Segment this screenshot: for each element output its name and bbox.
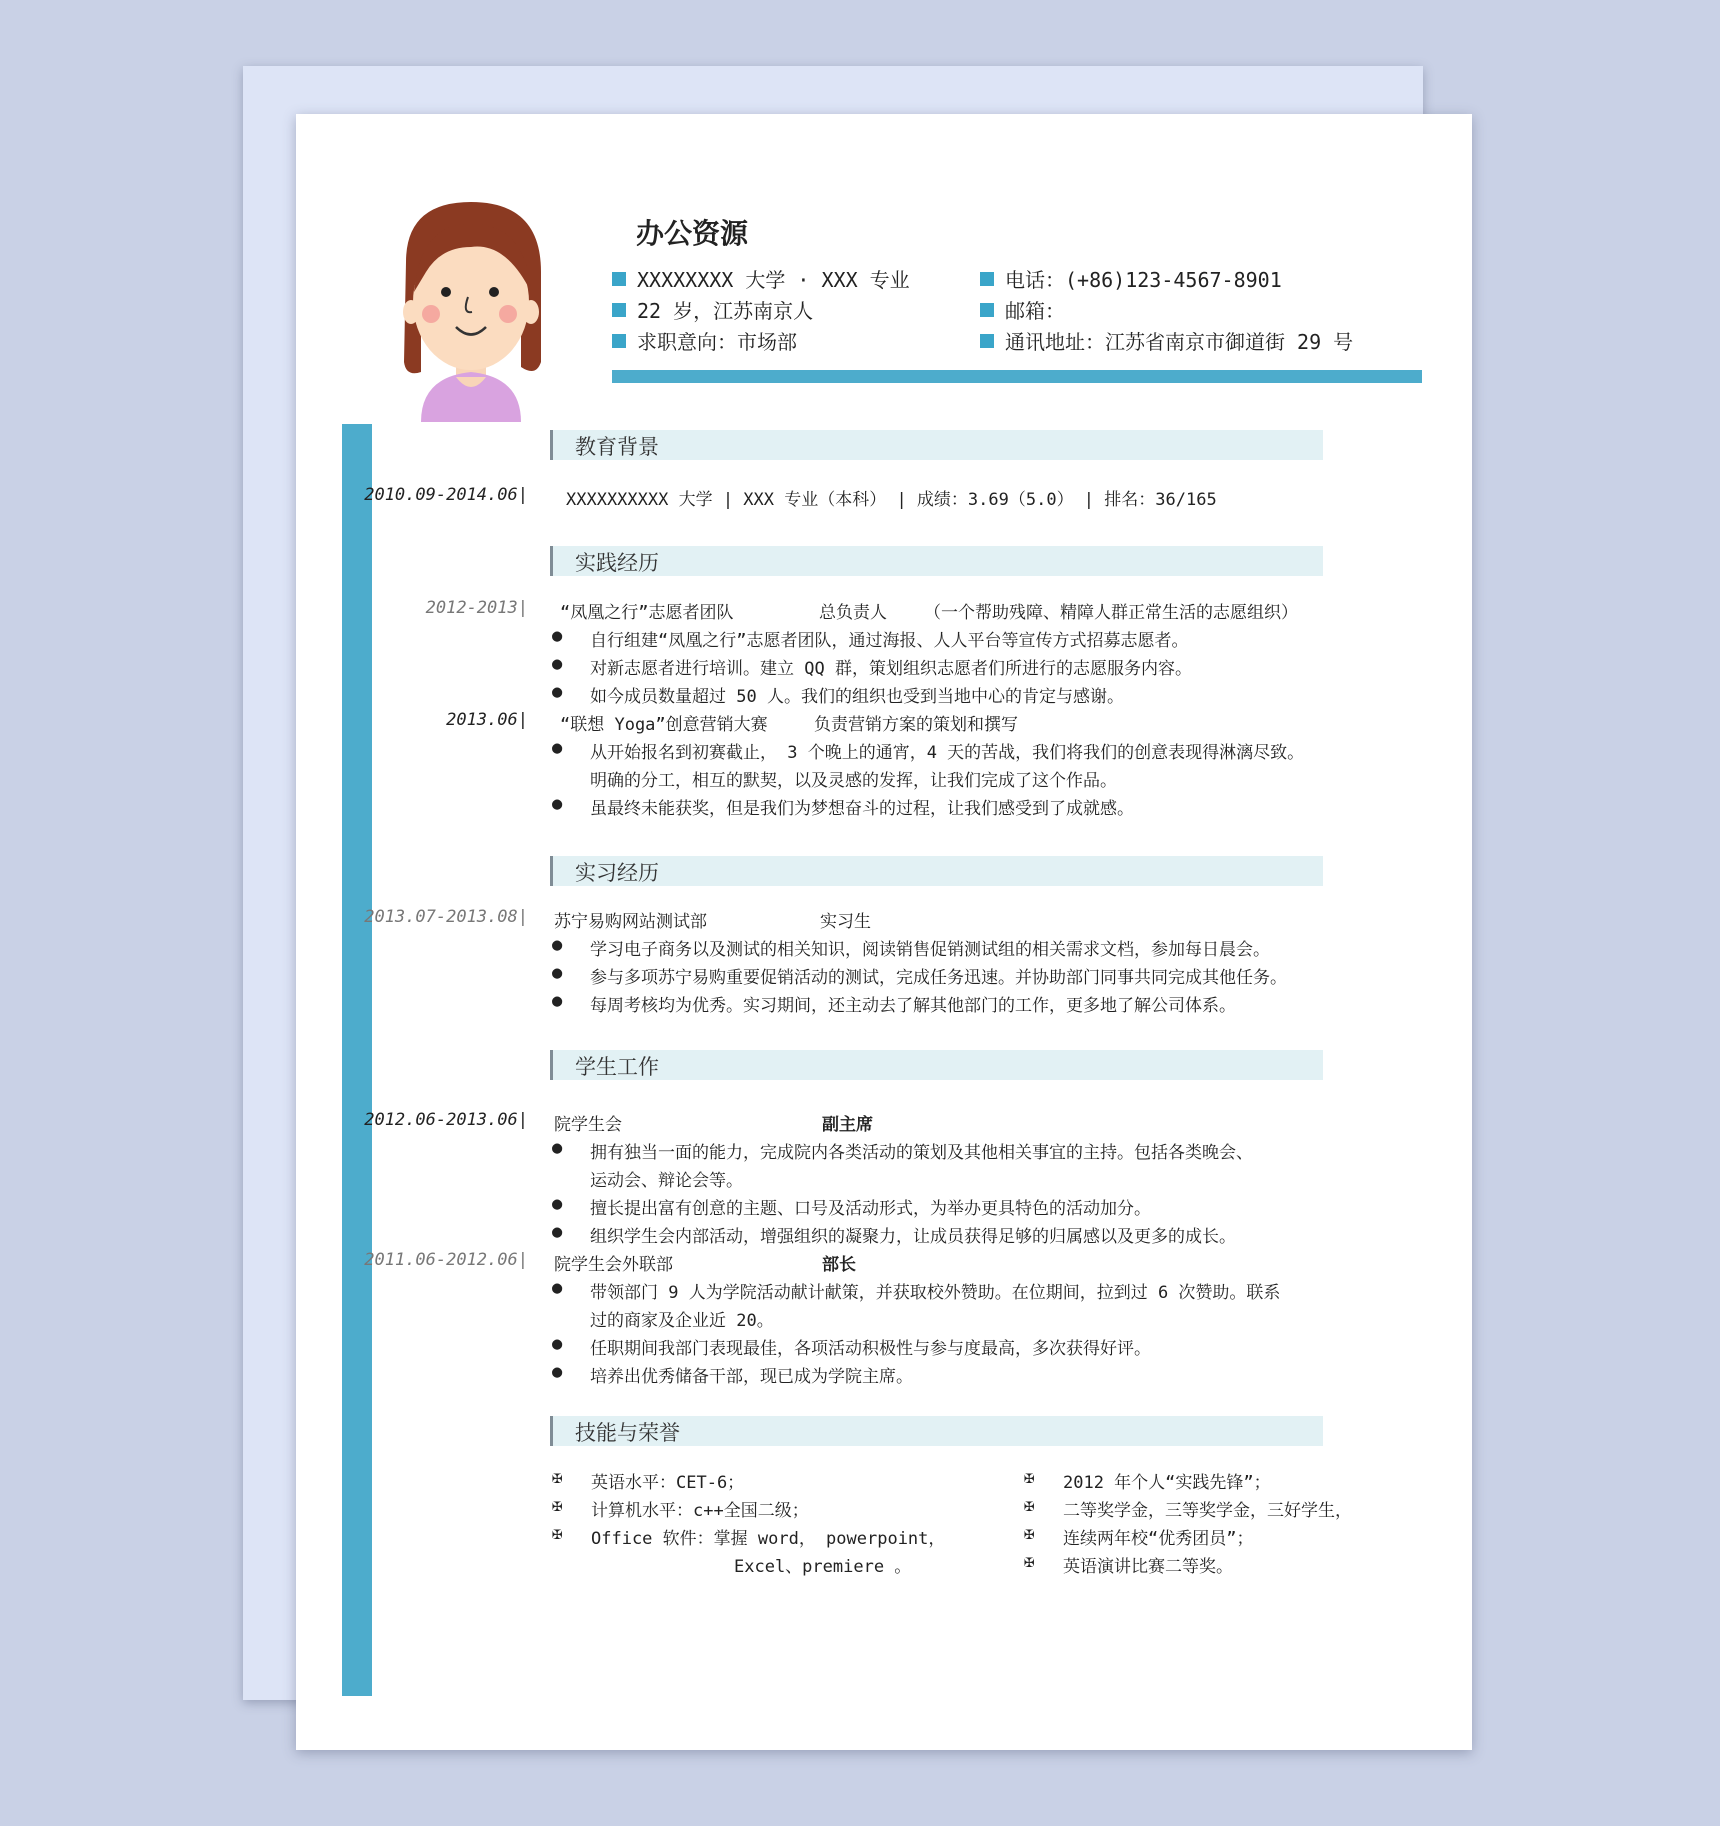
skill-marker-icon: ✠ <box>552 1468 563 1488</box>
section-internship: 实习经历 <box>550 856 1323 886</box>
student-work-role-1: 副主席 <box>822 1115 873 1135</box>
skill-marker-icon: ✠ <box>1024 1496 1035 1516</box>
student-work-role-2: 部长 <box>822 1255 856 1275</box>
skill-marker-icon: ✠ <box>552 1524 563 1544</box>
left-accent-bar <box>342 424 372 1696</box>
info-phone: 电话：(+86)123-4567-8901 <box>980 264 1282 293</box>
practice-note-1: （一个帮助残障、精障人群正常生活的志愿组织） <box>924 603 1298 623</box>
honor-item: 二等奖学金，三等奖学金，三好学生， <box>1063 1501 1352 1521</box>
skill-item: 英语水平：CET-6； <box>591 1473 745 1493</box>
student-work-date-1: 2012.06-2013.06| <box>364 1110 528 1130</box>
practice-title-2: “联想 Yoga”创意营销大赛 <box>560 715 768 735</box>
student-work-date-2: 2011.06-2012.06| <box>364 1250 528 1270</box>
info-age: 22 岁，江苏南京人 <box>612 295 813 324</box>
skill-marker-icon: ✠ <box>1024 1468 1035 1488</box>
resume-page: 办公资源 XXXXXXXX 大学 · XXX 专业 22 岁，江苏南京人 求职意向：市场部 电话：(+86)123-4567-8901 邮箱： 通讯地址：江苏省南京市御道街 29 号 教育背景 2010.09-2014.06| XXXXXXXXXX 大学 | XXX 专业（本科） | 成绩：3.69（5.0） | 排名：36/165 实践经历 2012-2013| “凤凰之行”志愿者团队 总负责人 （一个帮助残障、精障人群正常生活的志愿组织） ● 自行组建“凤凰之行”志愿者团队，通过海报、人人平台等宣传方式招募志愿者。 ● 对新志愿者进行培训。建立 QQ 群，策划组织志愿者们所进行的志愿服务内容。 ● 如今成员数量超过 50 人。我们的组织也受到当地中心的肯定与感谢。 2013.06| “联想 Yoga”创意营销大赛 负责营销方案的策划和撰写 ● 从开始报名到初赛截止， 3 个晚上的通宵，4 天的苦战，我们将我们的创意表现得淋漓尽致。 明确的分工，相互的默契，以及灵感的发挥，让我们完成了这个作品。 ● 虽最终未能获奖，但是我们为梦想奋斗的过程，让我们感受到了成就感。 实习经历 2013.07-2013.08| 苏宁易购网站测试部 实习生 ● 学习电子商务以及测试的相关知识，阅读销售促销测试组的相关需求文档，参加每日晨会。 ● 参与多项苏宁易购重要促销活动的测试，完成任务迅速。并协助部门同事共同完成其他任务。 ● 每周考核均为优秀。实习期间，还主动去了解其他部门的工作，更多地了解公司体系。 学生工作 2012.06-2013.06| 院学生会 副主席 ● 拥有独当一面的能力，完成院内各类活动的策划及其他相关事宜的主持。包括各类晚会、 运动会、辩论会等。 ● 擅长提出富有创意的主题、口号及活动形式，为举办更具特色的活动加分。 ● 组织学生会内部活动，增强组织的凝聚力，让成员获得足够的归属感以及更多的成长。 2011.06-2012.06| 院学生会外联部 部长 ● 带领部门 9 人为学院活动献计献策，并获取校外赞助。在位期间，拉到过 6 次赞助。联系 过的商家及企业近 20。 ● 任职期间我部门表现最佳，各项活动积极性与参与度最高，多次获得好评。 ● 培养出优秀储备干部，现已成为学院主席。 技能与荣誉 ✠ 英语水平：CET-6； ✠ 计算机水平：c++全国二级； ✠ Office 软件：掌握 word， powerpoint， Excel、premiere 。 ✠ 2012 年个人“实践先锋”； ✠ 二等奖学金，三等奖学金，三好学生， ✠ 连续两年校“优秀团员”； ✠ 英语演讲比赛二等奖。 <box>296 114 1472 1750</box>
square-bullet-icon <box>612 272 626 286</box>
candidate-name: 办公资源 <box>636 217 749 250</box>
education-detail: XXXXXXXXXX 大学 | XXX 专业（本科） | 成绩：3.69（5.0） | 排名：36/165 <box>566 490 1217 510</box>
section-student-work: 学生工作 <box>550 1050 1323 1080</box>
education-date: 2010.09-2014.06| <box>364 485 528 505</box>
square-bullet-icon <box>612 303 626 317</box>
info-objective: 求职意向：市场部 <box>612 326 797 355</box>
section-skills: 技能与荣誉 <box>550 1416 1323 1446</box>
section-practice: 实践经历 <box>550 546 1323 576</box>
honor-item: 英语演讲比赛二等奖。 <box>1063 1557 1233 1577</box>
student-work-title-2: 院学生会外联部 <box>554 1255 673 1275</box>
square-bullet-icon <box>980 272 994 286</box>
skill-item: 计算机水平：c++全国二级； <box>591 1501 809 1521</box>
practice-date-1: 2012-2013| <box>425 598 528 618</box>
square-bullet-icon <box>980 334 994 348</box>
square-bullet-icon <box>612 334 626 348</box>
section-education: 教育背景 <box>550 430 1323 460</box>
skill-marker-icon: ✠ <box>552 1496 563 1516</box>
honor-item: 连续两年校“优秀团员”； <box>1063 1529 1254 1549</box>
header-rule <box>612 370 1422 383</box>
skill-item: Office 软件：掌握 word， powerpoint， <box>591 1529 946 1549</box>
practice-role-2: 负责营销方案的策划和撰写 <box>814 715 1018 735</box>
skill-item: Excel、premiere 。 <box>734 1557 912 1577</box>
info-university: XXXXXXXX 大学 · XXX 专业 <box>612 264 910 293</box>
avatar <box>386 202 556 422</box>
honor-item: 2012 年个人“实践先锋”； <box>1063 1473 1271 1493</box>
student-work-title-1: 院学生会 <box>554 1115 622 1135</box>
square-bullet-icon <box>980 303 994 317</box>
info-email: 邮箱： <box>980 295 1065 324</box>
info-address: 通讯地址：江苏省南京市御道街 29 号 <box>980 326 1353 355</box>
practice-title-1: “凤凰之行”志愿者团队 <box>560 603 734 623</box>
practice-role-1: 总负责人 <box>819 603 887 623</box>
internship-date: 2013.07-2013.08| <box>364 907 528 927</box>
skill-marker-icon: ✠ <box>1024 1524 1035 1544</box>
internship-role: 实习生 <box>820 912 871 932</box>
skill-marker-icon: ✠ <box>1024 1552 1035 1572</box>
internship-title: 苏宁易购网站测试部 <box>554 912 707 932</box>
practice-date-2: 2013.06| <box>446 710 528 730</box>
